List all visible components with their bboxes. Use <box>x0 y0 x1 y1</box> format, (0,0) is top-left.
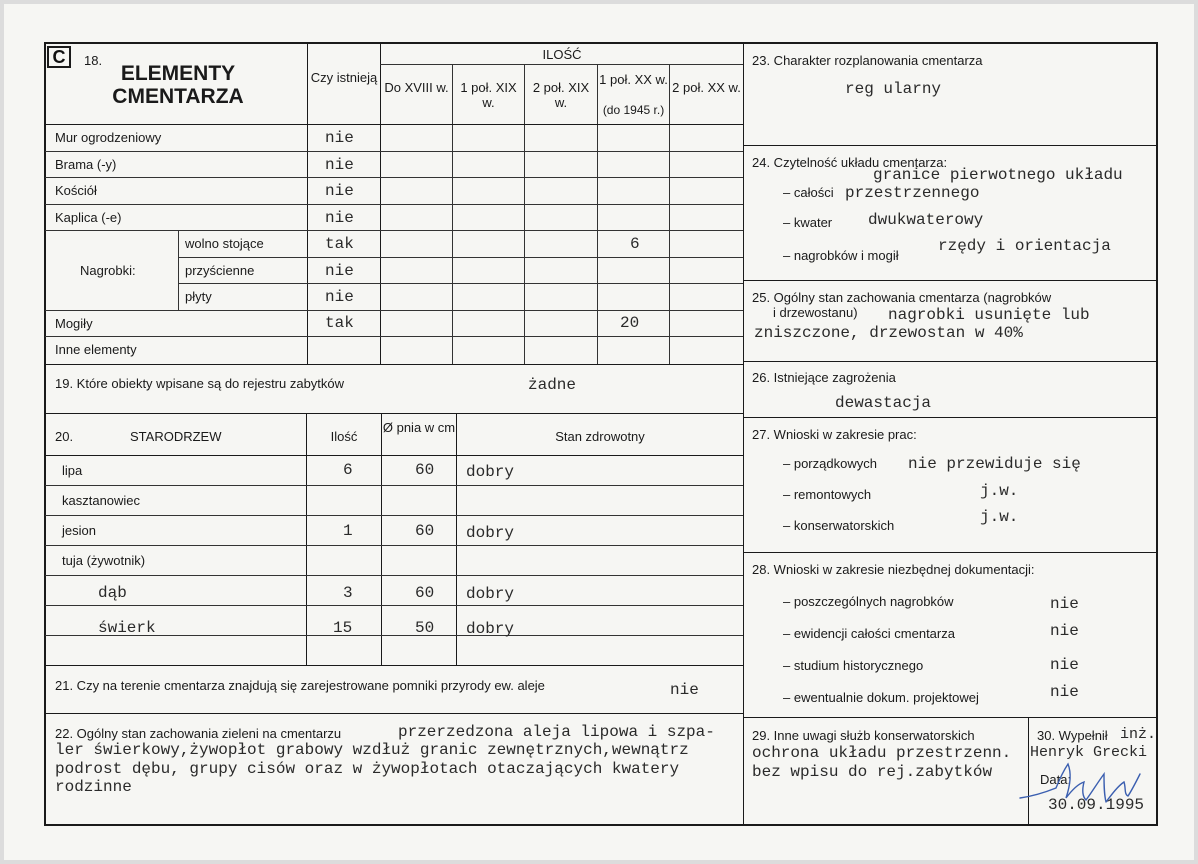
grid-line <box>45 124 743 125</box>
tree-diam: 60 <box>415 461 435 479</box>
grid-line <box>178 230 179 310</box>
tree-health: dobry <box>466 463 515 481</box>
s27-item-label: – porządkowych <box>783 456 877 471</box>
grid-line <box>380 64 743 65</box>
s30-name: Henryk Grecki <box>1030 744 1148 761</box>
row-label: Brama (-y) <box>55 157 117 172</box>
grid-line <box>45 310 743 311</box>
row-label: płyty <box>185 289 212 304</box>
s22-label: 22. Ogólny stan zachowania zieleni na cmentarzu <box>55 726 342 741</box>
grid-line <box>669 64 670 365</box>
grid-line <box>743 145 1157 146</box>
period-header: 2 poł. XIX w. <box>532 80 590 110</box>
s20-col-count: Ilość <box>330 429 358 444</box>
period-header: 1 poł. XX w. <box>599 72 668 87</box>
s24-item-label: – kwater <box>783 215 833 230</box>
exists-value: nie <box>325 262 354 280</box>
s19-label: 19. Które obiekty wpisane są do rejestru zabytków <box>55 376 345 391</box>
tree-count: 3 <box>343 584 353 602</box>
exists-value: tak <box>325 235 354 253</box>
s27-value: j.w. <box>980 508 1019 526</box>
s20-col-health: Stan zdrowotny <box>555 429 645 444</box>
grid-line <box>45 336 743 337</box>
s28-item-label: – poszczególnych nagrobków <box>783 594 954 609</box>
s24-value: rzędy i orientacja <box>938 237 1111 255</box>
grid-line <box>381 413 382 665</box>
grid-line <box>743 552 1157 553</box>
tree-health: dobry <box>466 620 515 638</box>
row-label: Kościół <box>55 183 97 198</box>
s27-item-label: – remontowych <box>783 487 872 502</box>
s28-item-label: – ewidencji całości cmentarza <box>783 626 955 641</box>
s24-item-label: – całości <box>783 185 834 200</box>
s20-number: 20. <box>55 429 74 444</box>
s22-text: podrost dębu, grupy cisów oraz w żywopłotach otaczających kwatery <box>55 760 680 778</box>
s30-date-label: Data: <box>1040 772 1072 787</box>
grid-line <box>45 455 743 456</box>
s24-value: przestrzennego <box>845 184 980 202</box>
tree-health: dobry <box>466 524 515 542</box>
period-header-note: (do 1945 r.) <box>602 103 665 117</box>
s21-value: nie <box>670 681 699 699</box>
signature-icon <box>1012 752 1158 812</box>
grid-line <box>456 413 457 665</box>
section-title: ELEMENTY CMENTARZA <box>112 62 244 108</box>
s22-text: rodzinne <box>55 778 132 796</box>
row-label: Mur ogrodzeniowy <box>55 130 162 145</box>
period-header: 2 poł. XX w. <box>672 80 741 95</box>
group-label: Nagrobki: <box>80 263 136 278</box>
col-exists-header: Czy istnieją <box>310 70 378 85</box>
grid-line <box>306 413 307 665</box>
grid-line <box>45 665 743 666</box>
row-label: wolno stojące <box>185 236 264 251</box>
tree-name: tuja (żywotnik) <box>62 553 146 568</box>
grid-line <box>45 177 743 178</box>
s22-text: przerzedzona aleja lipowa i szpa- <box>398 723 715 741</box>
s30-date: 30.09.1995 <box>1048 796 1145 814</box>
s28-value: nie <box>1050 622 1079 640</box>
exists-value: nie <box>325 182 354 200</box>
grid-line <box>45 713 743 714</box>
col-count-header: ILOŚĆ <box>542 47 582 62</box>
s27-label: 27. Wnioski w zakresie prac: <box>752 427 917 442</box>
s22-text: ler świerkowy,żywopłot grabowy wzdłuż granic zewnętrznych,wewnątrz <box>55 741 689 759</box>
s25-label: i drzewostanu) <box>773 305 858 320</box>
row-label: Mogiły <box>55 316 93 331</box>
exists-value: nie <box>325 129 354 147</box>
tree-name: dąb <box>98 584 127 602</box>
s30-name: inż. <box>1120 726 1157 743</box>
period-header: 1 poł. XIX w. <box>460 80 517 110</box>
tree-name: świerk <box>98 619 156 637</box>
tree-diam: 60 <box>415 522 435 540</box>
s29-text: ochrona układu przestrzenn. <box>752 744 1012 762</box>
exists-value: nie <box>325 288 354 306</box>
s29-text: bez wpisu do rej.zabytków <box>752 763 993 781</box>
s28-item-label: – ewentualnie dokum. projektowej <box>783 690 979 705</box>
s28-value: nie <box>1050 595 1079 613</box>
s26-label: 26. Istniejące zagrożenia <box>752 370 896 385</box>
tree-name: jesion <box>62 523 96 538</box>
s27-value: nie przewiduje się <box>908 455 1081 473</box>
s27-item-label: – konserwatorskich <box>783 518 895 533</box>
tree-name: kasztanowiec <box>62 493 141 508</box>
row-label: przyścienne <box>185 263 255 278</box>
s24-label: 24. Czytelność układu cmentarza: <box>752 155 948 170</box>
exists-value: nie <box>325 209 354 227</box>
grid-line <box>45 605 743 606</box>
s24-item-label: – nagrobków i mogił <box>783 248 899 263</box>
s23-value: reg ularny <box>845 80 942 98</box>
tree-count: 15 <box>333 619 353 637</box>
grid-line <box>743 417 1157 418</box>
s30-label: 30. Wypełnił <box>1037 728 1108 743</box>
grid-line <box>45 364 743 365</box>
s29-label: 29. Inne uwagi służb konserwatorskich <box>752 728 975 743</box>
s25-value: zniszczone, drzewostan w 40% <box>754 324 1023 342</box>
s21-label: 21. Czy na terenie cmentarza znajdują się zarejestrowane pomniki przyrody ew. aleje <box>55 678 545 693</box>
s24-value: dwukwaterowy <box>868 211 984 229</box>
s23-label: 23. Charakter rozplanowania cmentarza <box>752 53 983 68</box>
tree-count: 1 <box>343 522 353 540</box>
grid-line <box>743 280 1157 281</box>
grid-line <box>45 515 743 516</box>
s20-header: STARODRZEW <box>130 429 222 444</box>
section-number: 18. <box>84 53 103 68</box>
grid-line <box>743 717 1157 718</box>
tree-health: dobry <box>466 585 515 603</box>
tree-count: 6 <box>343 461 353 479</box>
row-label: Inne elementy <box>55 342 137 357</box>
s27-value: j.w. <box>980 482 1019 500</box>
grid-line <box>45 545 743 546</box>
grid-line <box>45 413 743 414</box>
row-label: Kaplica (-e) <box>55 210 122 225</box>
s25-value: nagrobki usunięte lub <box>888 306 1090 324</box>
grid-line <box>45 575 743 576</box>
grid-line <box>45 230 743 231</box>
grid-line <box>743 361 1157 362</box>
s28-label: 28. Wnioski w zakresie niezbędnej dokumentacji: <box>752 562 1035 577</box>
tree-diam: 50 <box>415 619 435 637</box>
s24-value: granice pierwotnego układu <box>873 166 1123 184</box>
section-code: C <box>47 46 71 68</box>
s26-value: dewastacja <box>835 394 932 412</box>
grid-line <box>178 283 743 284</box>
exists-value: tak <box>325 314 354 332</box>
count-value: 6 <box>630 235 640 253</box>
count-value: 20 <box>620 314 640 332</box>
s28-value: nie <box>1050 683 1079 701</box>
s25-label: 25. Ogólny stan zachowania cmentarza (nagrobków <box>752 290 1052 305</box>
grid-line <box>45 485 743 486</box>
tree-diam: 60 <box>415 584 435 602</box>
grid-line <box>45 151 743 152</box>
tree-name: lipa <box>62 463 83 478</box>
exists-value: nie <box>325 156 354 174</box>
s19-value: żadne <box>528 376 577 394</box>
column-divider <box>743 43 744 825</box>
period-header: Do XVIII w. <box>384 80 449 95</box>
s28-item-label: – studium historycznego <box>783 658 924 673</box>
s20-col-diam: Ø pnia w cm <box>382 420 456 435</box>
grid-line <box>178 257 743 258</box>
grid-line <box>45 204 743 205</box>
s28-value: nie <box>1050 656 1079 674</box>
